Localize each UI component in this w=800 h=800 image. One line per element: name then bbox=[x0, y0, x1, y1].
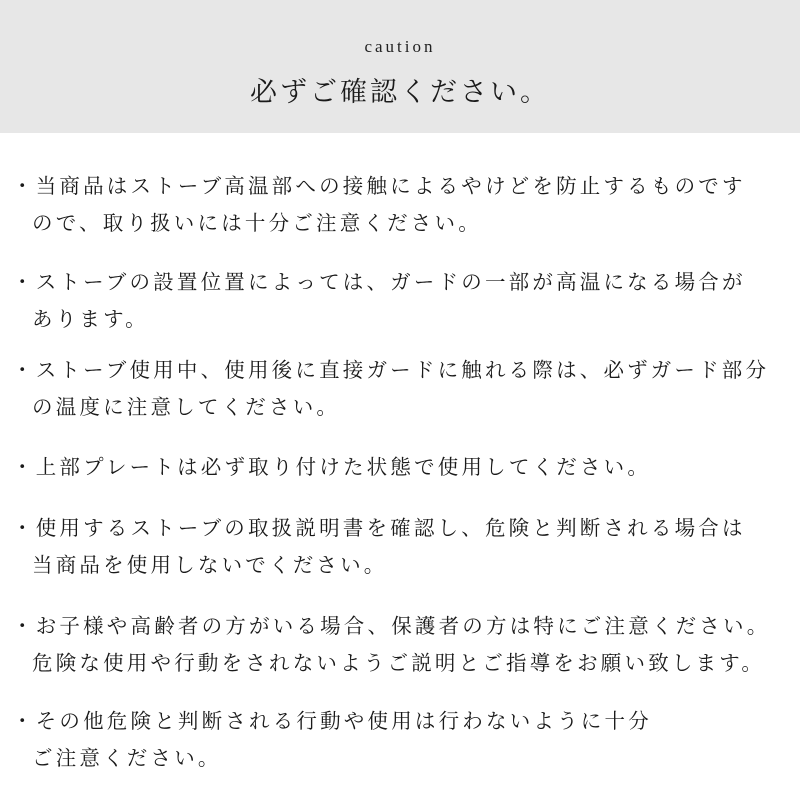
caution-item-line: 当商品を使用しないでください。 bbox=[32, 553, 388, 577]
caution-header bbox=[0, 0, 800, 133]
caution-item bbox=[12, 703, 652, 777]
caution-item bbox=[12, 352, 769, 426]
caution-item-line: ・ストーブの設置位置によっては、ガードの一部が高温になる場合が bbox=[12, 270, 746, 294]
caution-item-line: ・その他危険と判断される行動や使用は行わないように十分 bbox=[12, 709, 652, 733]
caution-item bbox=[12, 168, 746, 242]
caution-item-line: ・お子様や高齢者の方がいる場合、保護者の方は特にご注意ください。 bbox=[12, 614, 771, 638]
header-subtitle: caution bbox=[364, 37, 436, 56]
caution-item bbox=[12, 449, 651, 486]
caution-item bbox=[12, 608, 770, 682]
caution-item-line: ので、取り扱いには十分ご注意ください。 bbox=[32, 211, 482, 235]
caution-item-line: の温度に注意してください。 bbox=[32, 395, 341, 419]
caution-item-line: ・上部プレートは必ず取り付けた状態で使用してください。 bbox=[12, 455, 652, 479]
caution-item-line: ・使用するストーブの取扱説明書を確認し、危険と判断される場合は bbox=[12, 516, 746, 540]
caution-item-line: ・ストーブ使用中、使用後に直接ガードに触れる際は、必ずガード部分 bbox=[12, 358, 770, 382]
caution-item-line: ・当商品はストーブ高温部への接触によるやけどを防止するものです bbox=[12, 174, 746, 198]
caution-item bbox=[12, 264, 746, 338]
caution-item-line: 危険な使用や行動をされないようご説明とご指導をお願い致します。 bbox=[32, 651, 766, 675]
caution-item-line: ご注意ください。 bbox=[32, 746, 222, 770]
caution-item-line: あります。 bbox=[32, 307, 149, 331]
caution-item bbox=[12, 510, 746, 584]
header-title: 必ずご確認ください。 bbox=[250, 77, 550, 108]
